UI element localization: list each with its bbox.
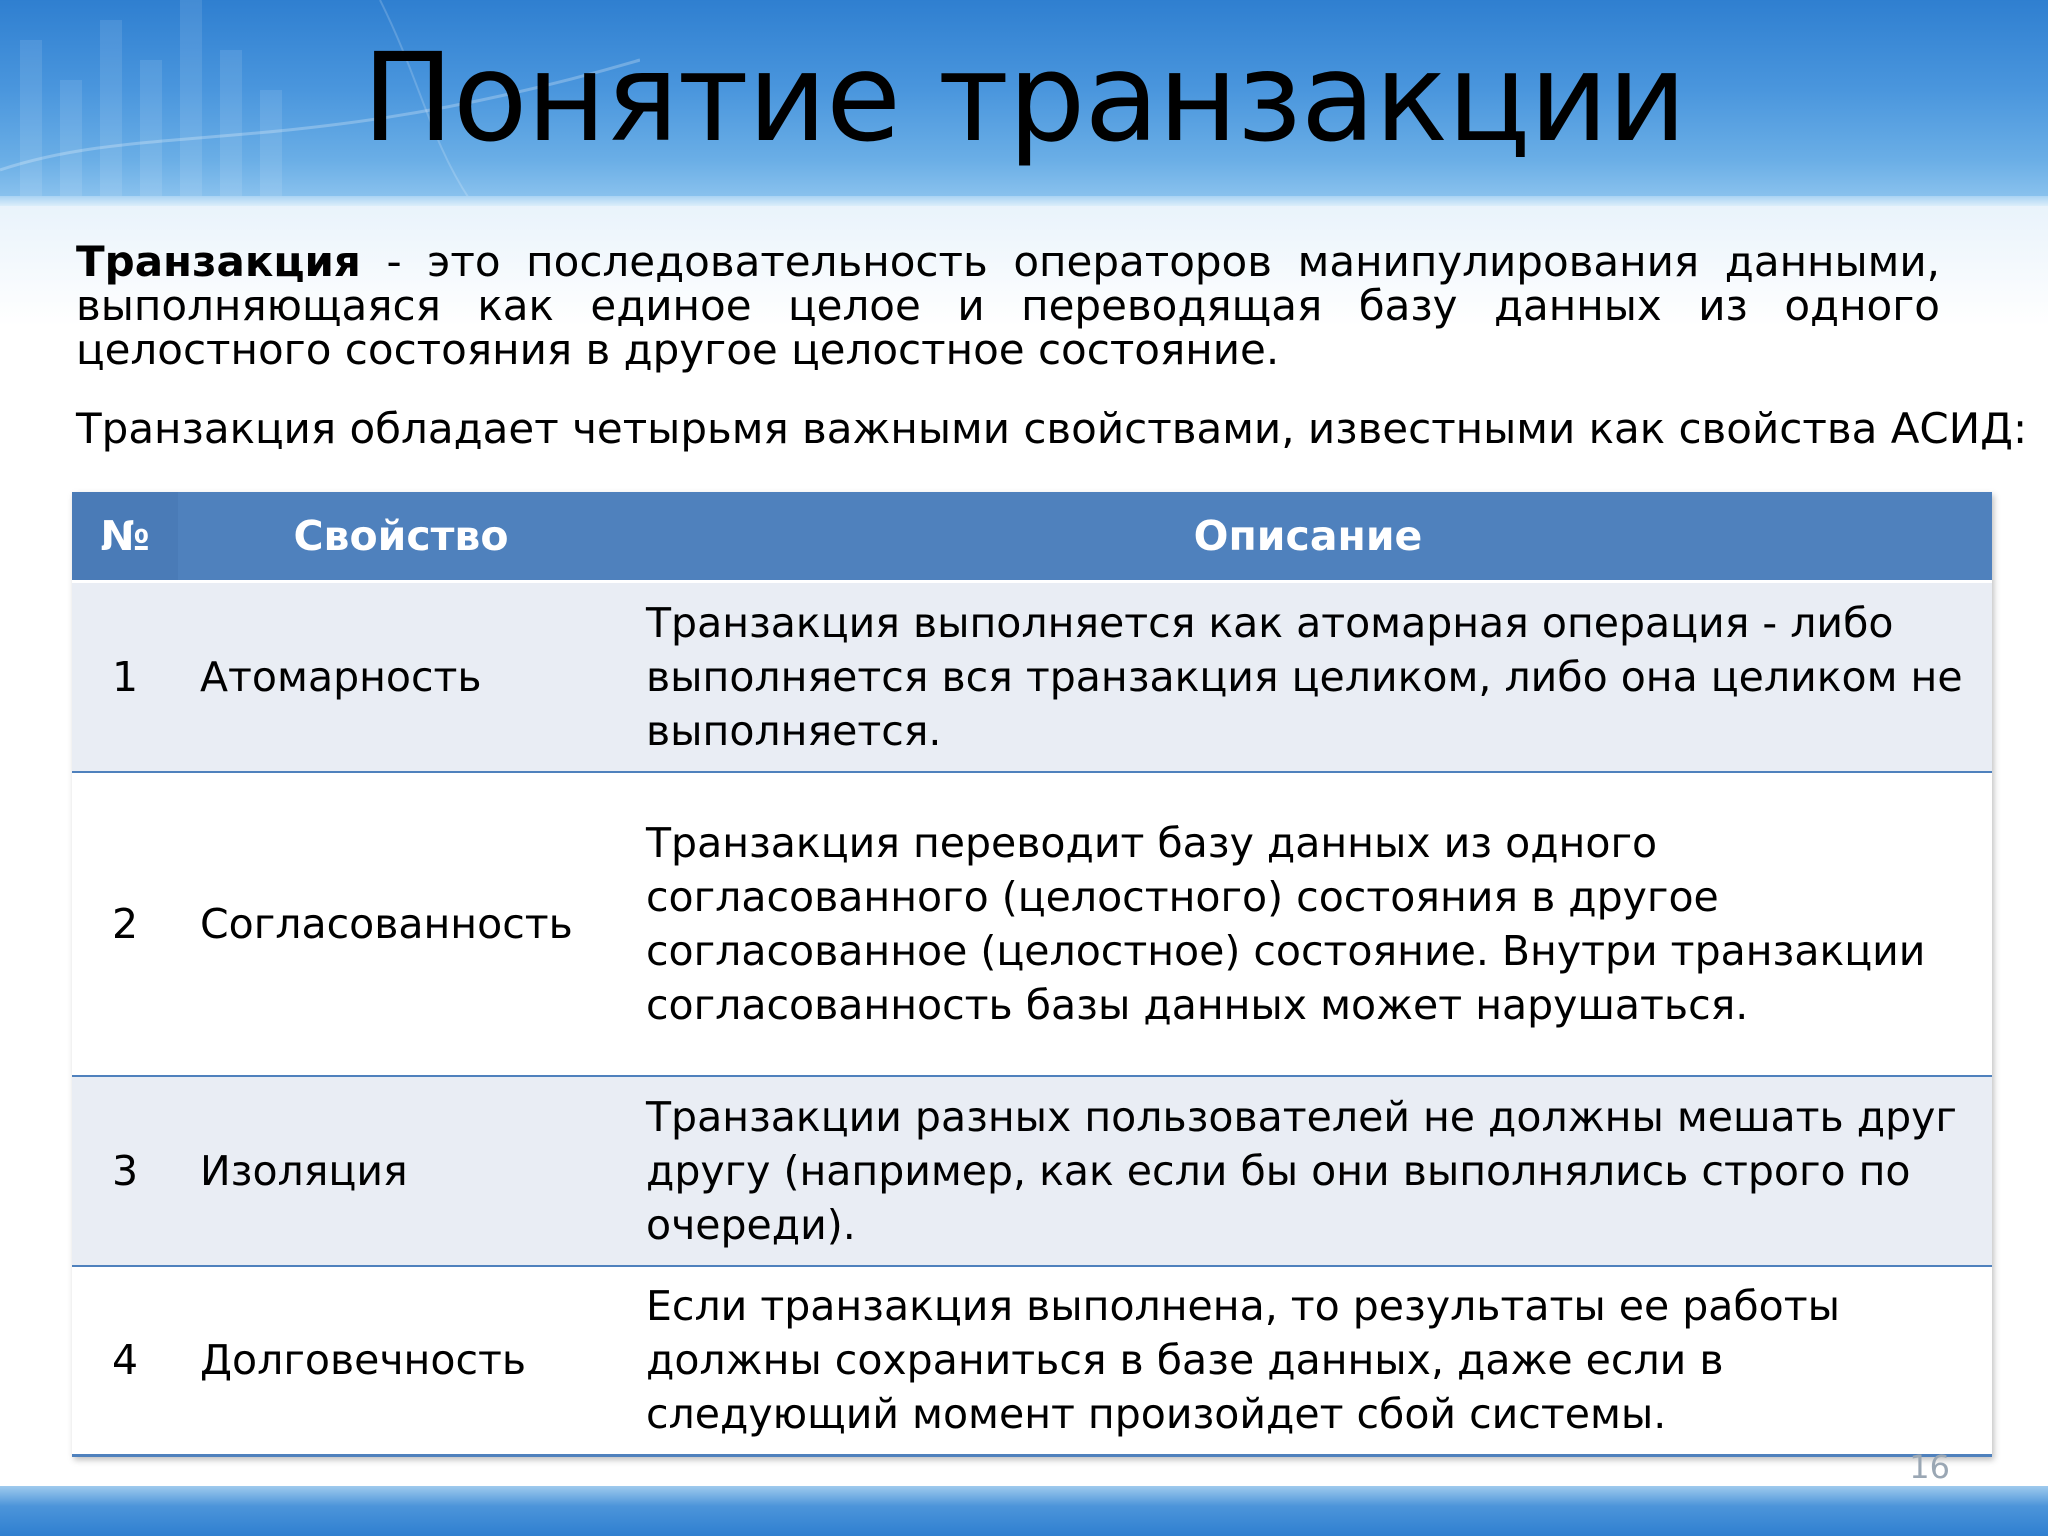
table-row — [72, 1076, 1992, 1266]
row-number: 2 — [72, 772, 178, 1076]
definition-paragraph — [76, 237, 1940, 374]
footer-banner — [0, 1486, 2048, 1536]
row-description: Транзакция переводит базу данных из одного согласованного (целостного) состояния в другое согласованное (целостное) состояние. Внутри транзакции согласованность базы данных может нарушаться. — [624, 772, 1992, 1076]
definition-term: Транзакция — [76, 237, 361, 286]
page-number: 16 — [1909, 1448, 1950, 1486]
row-property: Изоляция — [178, 1076, 624, 1266]
row-description: Если транзакция выполнена, то результаты ее работы должны сохраниться в базе данных, даже если в следующий момент произойдет сбой системы. — [624, 1266, 1992, 1456]
row-description: Транзакции разных пользователей не должны мешать друг другу (например, как если бы они выполнялись строго по очереди). — [624, 1076, 1992, 1266]
table-header-row — [72, 492, 1992, 582]
row-property: Долговечность — [178, 1266, 624, 1456]
header-property: Свойство — [178, 492, 624, 582]
row-number: 4 — [72, 1266, 178, 1456]
row-description: Транзакция выполняется как атомарная операция - либо выполняется вся транзакция целиком, либо она целиком не выполняется. — [624, 582, 1992, 772]
table-row — [72, 1266, 1992, 1456]
header-description: Описание — [624, 492, 1992, 582]
row-property: Атомарность — [178, 582, 624, 772]
properties-intro: Транзакция обладает четырьмя важными свойствами, известными как свойства АСИД: — [76, 404, 2028, 453]
row-property: Согласованность — [178, 772, 624, 1076]
acid-properties-table — [72, 492, 1992, 1457]
header-number: № — [72, 492, 178, 582]
row-number: 1 — [72, 582, 178, 772]
table-row — [72, 772, 1992, 1076]
row-number: 3 — [72, 1076, 178, 1266]
definition-text: - это последовательность операторов манипулирования данными, выполняющаяся как единое целое и переводящая базу данных из одного целостного состояния в другое целостное состояние. — [76, 237, 1940, 374]
slide-title: Понятие транзакции — [362, 27, 1686, 169]
table-row — [72, 582, 1992, 772]
header-divider — [0, 196, 2048, 206]
